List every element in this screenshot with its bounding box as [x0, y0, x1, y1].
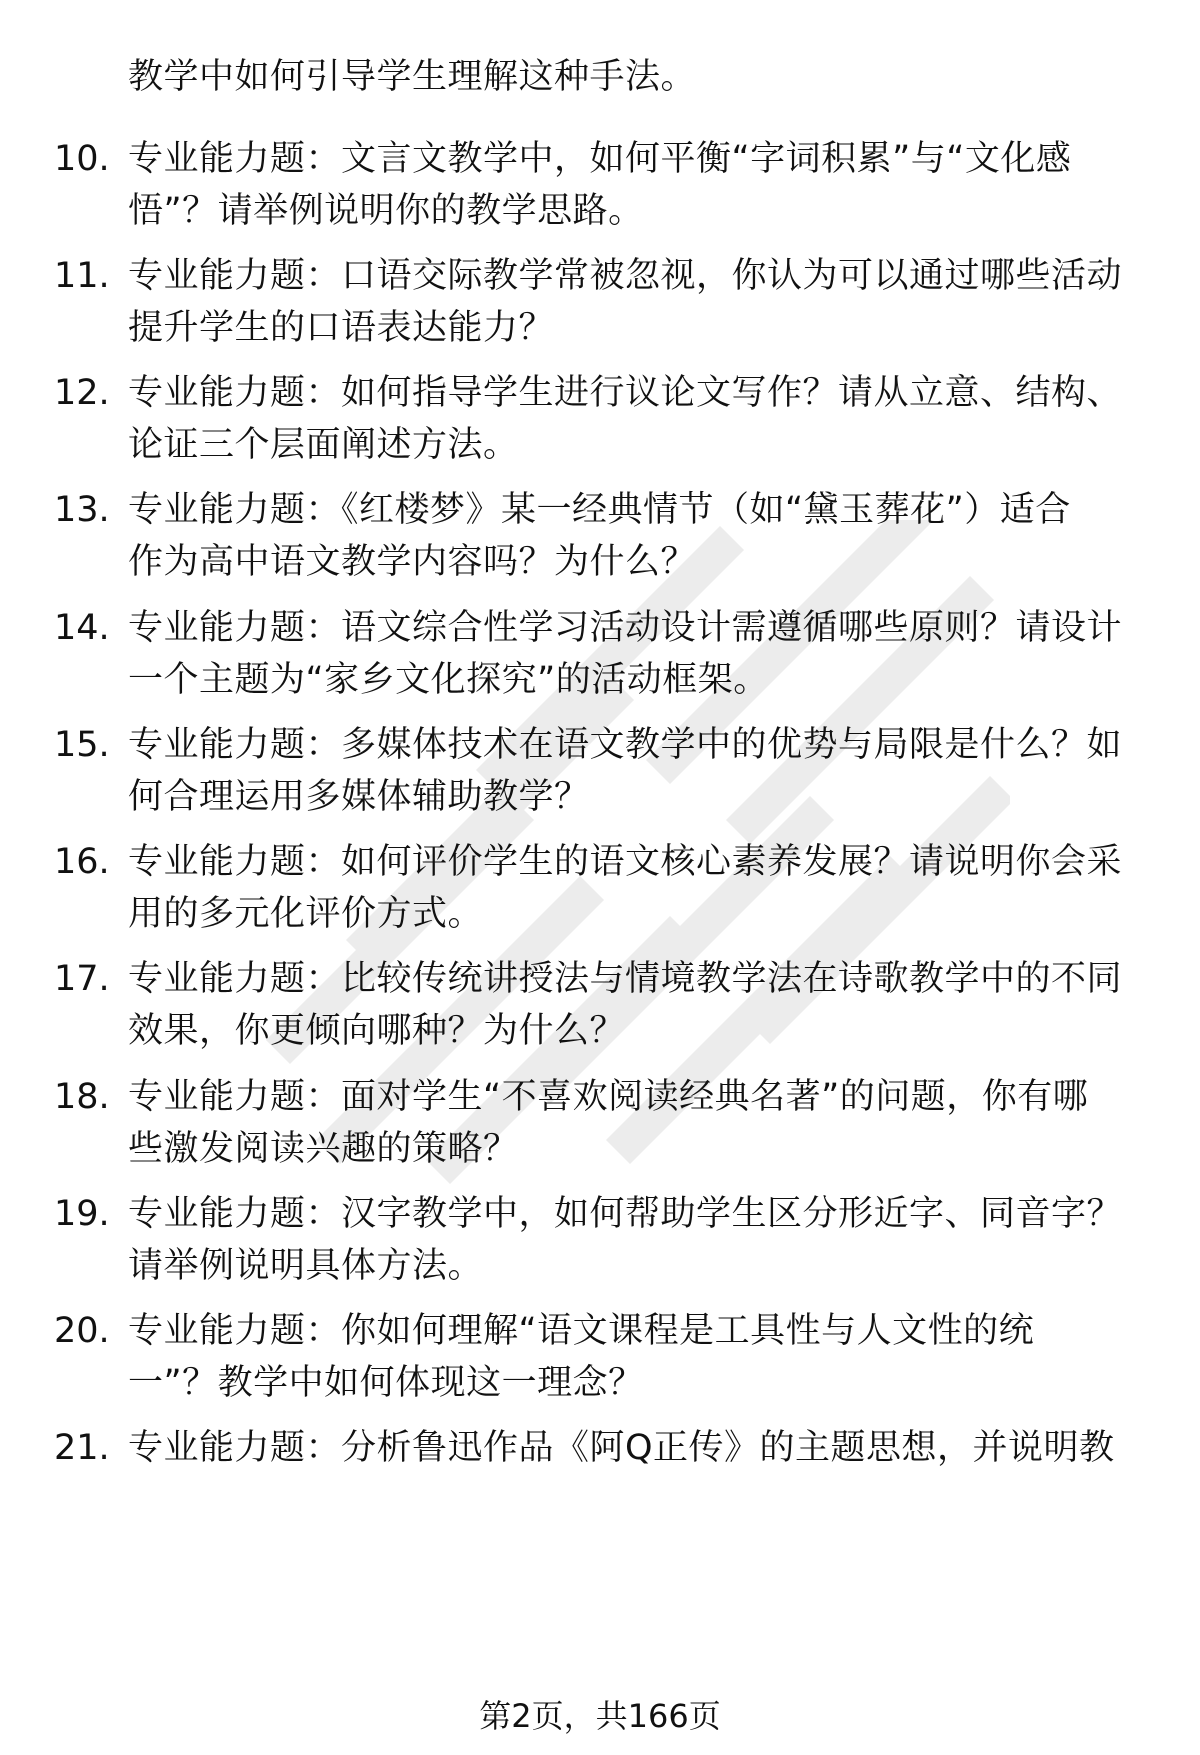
- item-line: 专业能力题：比较传统讲授法与情境教学法在诗歌教学中的不同: [128, 959, 1123, 999]
- item-line: 悟”？请举例说明你的教学思路。: [128, 191, 644, 231]
- item-line: 专业能力题：面对学生“不喜欢阅读经典名著”的问题，你有哪: [128, 1077, 1089, 1117]
- item-line: 专业能力题：口语交际教学常被忽视，你认为可以通过哪些活动: [128, 256, 1123, 296]
- item-number: 15.: [54, 725, 110, 765]
- item-line: 论证三个层面阐述方法。: [128, 425, 519, 465]
- list-item: [0, 1072, 1200, 1182]
- item-line: 何合理运用多媒体辅助教学？: [128, 777, 590, 817]
- item-number: 17.: [54, 959, 110, 999]
- item-line: 一个主题为“家乡文化探究”的活动框架。: [128, 660, 769, 700]
- list-item: [0, 603, 1200, 713]
- list-item: [0, 1306, 1200, 1416]
- item-line: 专业能力题：你如何理解“语文课程是工具性与人文性的统: [128, 1311, 1035, 1351]
- list-item: [0, 954, 1200, 1064]
- continuation-text: 教学中如何引导学生理解这种手法。: [128, 57, 697, 97]
- item-number: 10.: [54, 139, 110, 179]
- item-line: 专业能力题：如何指导学生进行议论文写作？请从立意、结构、: [128, 373, 1123, 413]
- list-item: [0, 1423, 1200, 1533]
- item-line: 专业能力题：如何评价学生的语文核心素养发展？请说明你会采: [128, 842, 1123, 882]
- list-item: [0, 1189, 1200, 1299]
- item-line: 一”？教学中如何体现这一理念？: [128, 1363, 644, 1403]
- item-number: 12.: [54, 373, 110, 413]
- item-number: 20.: [54, 1311, 110, 1351]
- list-item: [0, 134, 1200, 244]
- item-number: 18.: [54, 1077, 110, 1117]
- item-line: 专业能力题：多媒体技术在语文教学中的优势与局限是什么？如: [128, 725, 1123, 765]
- item-number: 14.: [54, 608, 110, 648]
- list-item: [0, 485, 1200, 595]
- item-line: 提升学生的口语表达能力？: [128, 308, 555, 348]
- list-item: [0, 251, 1200, 361]
- item-line: 作为高中语文教学内容吗？为什么？: [128, 542, 697, 582]
- list-item: [0, 720, 1200, 830]
- list-item: [0, 837, 1200, 947]
- item-number: 13.: [54, 490, 110, 530]
- item-line: 请举例说明具体方法。: [128, 1246, 484, 1286]
- item-line: 专业能力题：《红楼梦》某一经典情节（如“黛玉葬花”）适合: [128, 490, 1071, 530]
- item-line: 专业能力题：语文综合性学习活动设计需遵循哪些原则？请设计: [128, 608, 1123, 648]
- item-line: 用的多元化评价方式。: [128, 894, 484, 934]
- item-number: 21.: [54, 1428, 110, 1468]
- item-line: 专业能力题：分析鲁迅作品《阿Q正传》的主题思想，并说明教: [128, 1428, 1115, 1468]
- item-number: 16.: [54, 842, 110, 882]
- item-line: 些激发阅读兴趣的策略？: [128, 1129, 519, 1169]
- item-line: 专业能力题：文言文教学中，如何平衡“字词积累”与“文化感: [128, 139, 1072, 179]
- page-footer: 第2页，共166页: [479, 1697, 721, 1735]
- item-number: 19.: [54, 1194, 110, 1234]
- item-line: 专业能力题：汉字教学中，如何帮助学生区分形近字、同音字？: [128, 1194, 1123, 1234]
- item-number: 11.: [54, 256, 110, 296]
- item-line: 效果，你更倾向哪种？为什么？: [128, 1011, 626, 1051]
- list-item: [0, 368, 1200, 478]
